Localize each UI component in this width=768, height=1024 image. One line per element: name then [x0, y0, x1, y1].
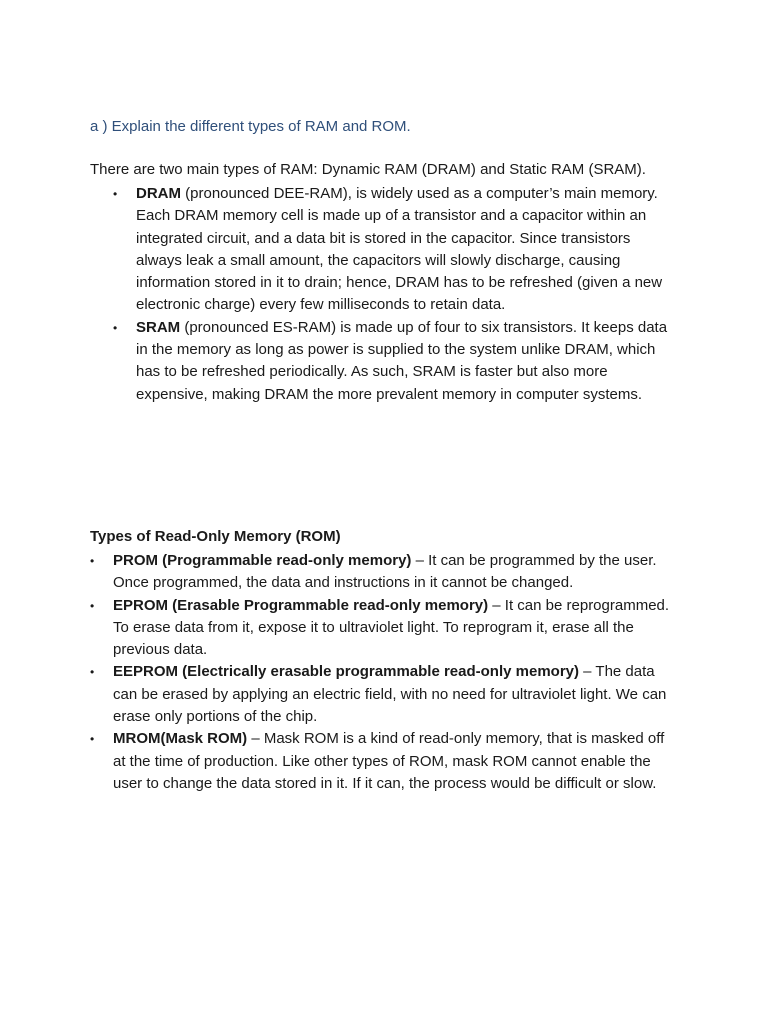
description-eprom: – It can be reprogrammed. To erase data from it, expose it to ultraviolet light. To reprogram it, erase all the previous data.	[113, 596, 670, 659]
description-dram: (pronounced DEE-RAM), is widely used as a computer’s main memory. Each DRAM memory cell is made up of a transistor and a capacitor within an integrated circuit, and a data bit is stored in the capacitor. Since transistors always leak a small amount, the capacitors will slowly discharge, causing information stored in it to drain; hence, DRAM has to be refreshed (given a new electronic charge) every few milliseconds to retain data.	[136, 185, 663, 314]
description-eeprom: – The data can be erased by applying an electric field, with no need for ultraviolet light. We can erase only portions of the chip.	[113, 663, 667, 726]
bullet-icon: •	[90, 665, 95, 680]
description-mrom: – Mask ROM is a kind of read-only memory, that is masked off at the time of production. Like other types of ROM, mask ROM cannot enable the user to change the data stored in it. If it can, the process would be difficult or slow.	[113, 730, 665, 792]
bullet-icon: •	[90, 732, 95, 747]
bullet-icon: •	[90, 554, 95, 568]
description-sram: (pronounced ES-RAM) is made up of four to six transistors. It keeps data in the memory as long as power is supplied to the system unlike DRAM, which has to be refreshed periodically. As such, SRAM is faster but also more expensive, making DRAM the more prevalent memory in computer systems.	[136, 318, 668, 403]
list-item-eprom	[90, 595, 680, 662]
bullet-icon: •	[90, 598, 95, 613]
list-item-sram	[110, 317, 680, 406]
term-eprom: EPROM (Erasable Programmable read-only memory)	[113, 596, 489, 614]
rom-types-list	[90, 550, 680, 795]
term-eeprom: EEPROM (Electrically erasable programmable read-only memory)	[113, 663, 580, 681]
term-mrom: MROM(Mask ROM)	[113, 730, 248, 748]
term-dram: DRAM	[136, 185, 181, 202]
ram-intro-paragraph: There are two main types of RAM: Dynamic RAM (DRAM) and Static RAM (SRAM).	[90, 161, 646, 178]
list-item-mrom	[90, 728, 680, 795]
ram-types-list	[110, 183, 680, 406]
list-item-prom	[90, 550, 680, 595]
rom-section-heading: Types of Read-Only Memory (ROM)	[90, 528, 341, 545]
bullet-icon: •	[113, 187, 118, 201]
question-heading: a ) Explain the different types of RAM and ROM.	[90, 118, 411, 135]
term-prom: PROM (Programmable read-only memory)	[113, 552, 412, 569]
list-item-dram	[110, 183, 680, 317]
term-sram: SRAM	[136, 318, 181, 336]
description-prom: – It can be programmed by the user. Once programmed, the data and instructions in it cannot be changed.	[113, 552, 657, 592]
bullet-icon: •	[113, 320, 118, 335]
list-item-eeprom	[90, 661, 680, 728]
